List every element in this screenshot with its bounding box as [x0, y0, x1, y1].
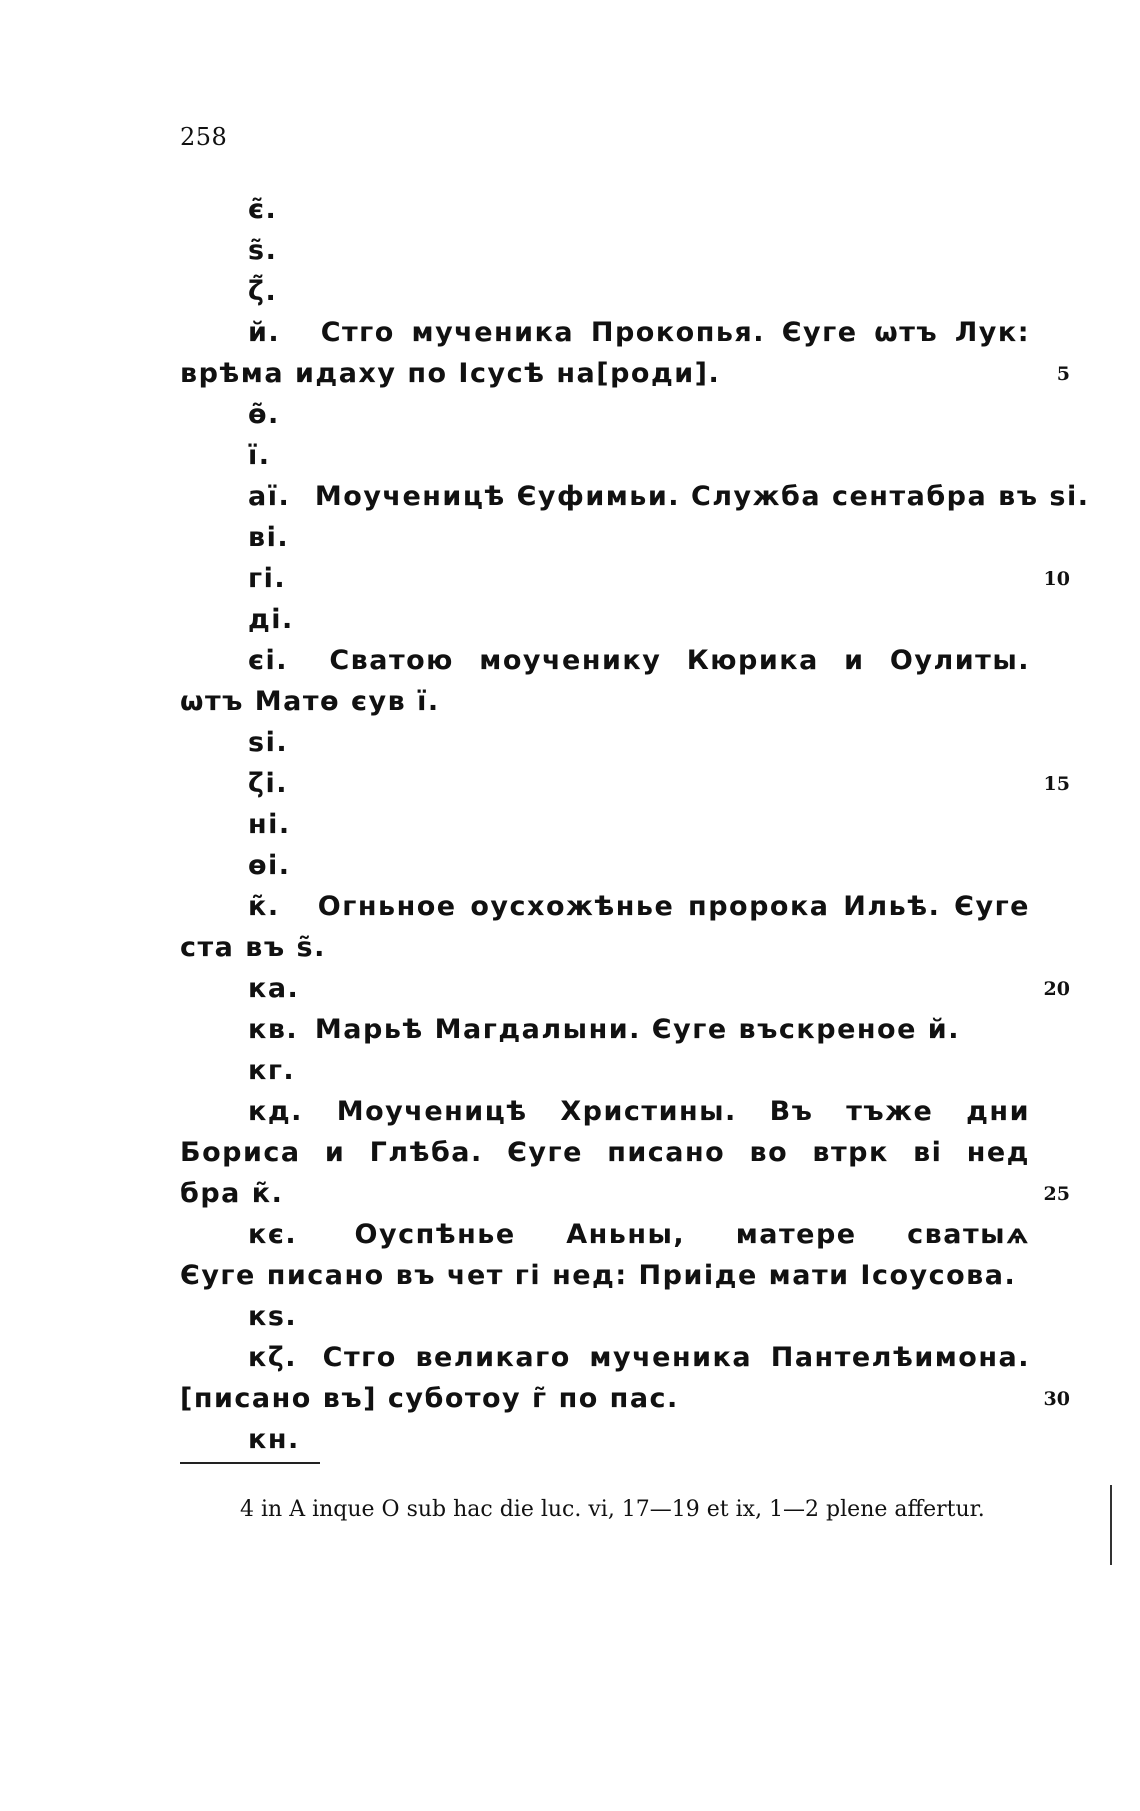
day-number: кζ.: [248, 1342, 298, 1373]
text-line: [180, 1215, 1030, 1255]
line-text: [писано въ] суботоу г̃ по пас.: [180, 1383, 679, 1414]
day-number: ї.: [248, 440, 271, 471]
text-line: [180, 969, 1030, 1009]
line-text: Стго мученика Прокопья. Єуге ѡтъ Лук:: [320, 317, 1030, 348]
day-number: ві.: [248, 522, 290, 553]
text-line: [180, 518, 1030, 558]
day-number: ζ̃.: [248, 276, 278, 307]
text-line: [180, 641, 1030, 681]
day-number: ѕ̃.: [248, 235, 278, 266]
margin-line-number: 30: [1043, 1388, 1070, 1410]
footnote: 4 in A inque O sub hac die luc. vi, 17—19 et ix, 1—2 plene affertur.: [240, 1497, 985, 1522]
text-line: [180, 1051, 1030, 1091]
day-number: є̃.: [248, 194, 278, 225]
text-line: [180, 764, 1030, 804]
line-text: Моученицѣ Христины. Въ тъже дни: [336, 1096, 1030, 1127]
line-text: Сватою моученику Кюрика и Оулиты.: [329, 645, 1030, 676]
day-number: ка.: [248, 973, 300, 1004]
day-number: й.: [248, 317, 281, 348]
text-line: [180, 1256, 1030, 1296]
day-number: кд.: [248, 1096, 303, 1127]
text-line: [180, 928, 1030, 968]
line-text: врѣма идаху по Ісусѣ на[роди].: [180, 358, 721, 389]
margin-line-number: 5: [1056, 363, 1070, 385]
line-text: Марьѣ Магдалыни. Єуге въскреное й.: [304, 1014, 960, 1045]
day-number: аї.: [248, 481, 291, 512]
day-number: кг.: [248, 1055, 296, 1086]
day-number: ѳі.: [248, 850, 291, 881]
day-number: кн.: [248, 1424, 300, 1455]
text-line: [180, 1297, 1030, 1337]
text-line: [180, 1420, 1030, 1460]
day-number: ді.: [248, 604, 294, 635]
text-line: [180, 559, 1030, 599]
day-number: ні.: [248, 809, 291, 840]
day-number: кє.: [248, 1219, 298, 1250]
page-edge-mark: [1110, 1485, 1112, 1565]
text-line: [180, 1133, 1030, 1173]
text-line: [180, 190, 1030, 230]
page-number: 258: [180, 123, 228, 151]
day-number: ѳ̃.: [248, 399, 280, 430]
line-text: ста въ ѕ̃.: [180, 932, 326, 963]
text-line: [180, 1338, 1030, 1378]
text-line: [180, 846, 1030, 886]
footnote-rule: [180, 1462, 320, 1464]
line-text: Моученицѣ Єуфимьи. Служба сентабра въ ѕі.: [304, 481, 1090, 512]
day-number: ѕі.: [248, 727, 289, 758]
text-line: [180, 1010, 1030, 1050]
text-line: [180, 1092, 1030, 1132]
day-number: к̃.: [248, 891, 280, 922]
day-number: гі.: [248, 563, 287, 594]
text-line: [180, 805, 1030, 845]
text-line: [180, 354, 1030, 394]
line-text: Бориса и Глѣба. Єуге писано во втрк ві нед: [180, 1137, 1030, 1168]
line-text: ѡтъ Матѳ єув ї.: [180, 686, 440, 717]
margin-line-number: 10: [1043, 568, 1070, 590]
text-line: [180, 395, 1030, 435]
text-line: [180, 887, 1030, 927]
text-line: [180, 477, 1090, 517]
line-text: бра к̃.: [180, 1178, 284, 1209]
day-number: єі.: [248, 645, 289, 676]
text-line: [180, 1379, 1030, 1419]
text-line: [180, 1174, 1030, 1214]
text-line: [180, 436, 1030, 476]
text-line: [180, 231, 1030, 271]
margin-line-number: 25: [1043, 1183, 1070, 1205]
line-text: Стго великаго мученика Пантелѣимона.: [322, 1342, 1030, 1373]
line-text: Огньное оусхожѣнье пророка Ильѣ. Єуге: [317, 891, 1030, 922]
text-line: [180, 600, 1030, 640]
day-number: кв.: [248, 1014, 299, 1045]
text-line: [180, 682, 1030, 722]
day-number: ζі.: [248, 768, 288, 799]
text-line: [180, 272, 1030, 312]
line-text: Єуге писано въ чет гі нед: Приіде мати Ісоусова.: [180, 1260, 1017, 1291]
day-number: кѕ.: [248, 1301, 298, 1332]
text-line: [180, 313, 1030, 353]
text-line: [180, 723, 1030, 763]
margin-line-number: 20: [1043, 978, 1070, 1000]
line-text: Оуспѣнье Аньны, матере сватыѧ: [354, 1219, 1030, 1250]
margin-line-number: 15: [1043, 773, 1070, 795]
